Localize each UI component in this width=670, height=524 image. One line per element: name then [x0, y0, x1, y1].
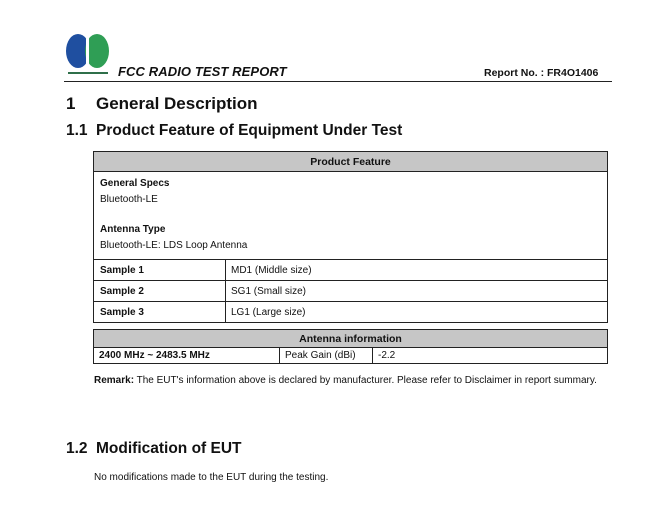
section-title: Product Feature of Equipment Under Test: [96, 122, 403, 139]
sample-label: Sample 1: [94, 260, 226, 281]
remark-text: The EUT's information above is declared by manufacturer. Please refer to Disclaimer in report summary.: [134, 375, 597, 386]
product-feature-table: [93, 151, 608, 323]
report-title: FCC RADIO TEST REPORT: [118, 64, 287, 79]
table-row: [94, 302, 608, 323]
general-specs-title: General Specs: [100, 178, 170, 189]
peak-gain-value: -2.2: [373, 348, 608, 364]
section-title: Modification of EUT: [96, 440, 242, 457]
peak-gain-label: Peak Gain (dBi): [280, 348, 373, 364]
table-row: [94, 281, 608, 302]
table-row: [94, 260, 608, 281]
general-specs-value: Bluetooth-LE: [100, 194, 158, 205]
sample-label: Sample 3: [94, 302, 226, 323]
sample-value: SG1 (Small size): [226, 281, 608, 302]
frequency-range: 2400 MHz ~ 2483.5 MHz: [94, 348, 280, 364]
section-number: 1.1: [66, 122, 88, 139]
sample-label: Sample 2: [94, 281, 226, 302]
section-title: General Description: [96, 94, 258, 113]
modification-text: No modifications made to the EUT during the testing.: [94, 472, 329, 483]
antenna-type-title: Antenna Type: [100, 224, 166, 235]
company-logo: [64, 31, 112, 77]
sample-value: MD1 (Middle size): [226, 260, 608, 281]
section-heading-1-2: [66, 440, 242, 458]
antenna-type-value: Bluetooth-LE: LDS Loop Antenna: [100, 240, 248, 251]
section-heading-1: [66, 94, 258, 114]
table-row: [94, 348, 608, 364]
header-divider: [64, 81, 612, 82]
spacer: [100, 208, 601, 222]
antenna-info-header: Antenna information: [94, 330, 608, 348]
section-number: 1.2: [66, 440, 88, 457]
remark-note: [94, 371, 614, 390]
section-number: 1: [66, 94, 76, 113]
specs-cell: [94, 172, 608, 260]
report-number: Report No. : FR4O1406: [484, 67, 599, 79]
sample-value: LG1 (Large size): [226, 302, 608, 323]
antenna-info-table: [93, 329, 608, 364]
section-heading-1-1: [66, 122, 402, 140]
remark-label: Remark:: [94, 375, 135, 386]
product-feature-header: Product Feature: [94, 152, 608, 172]
